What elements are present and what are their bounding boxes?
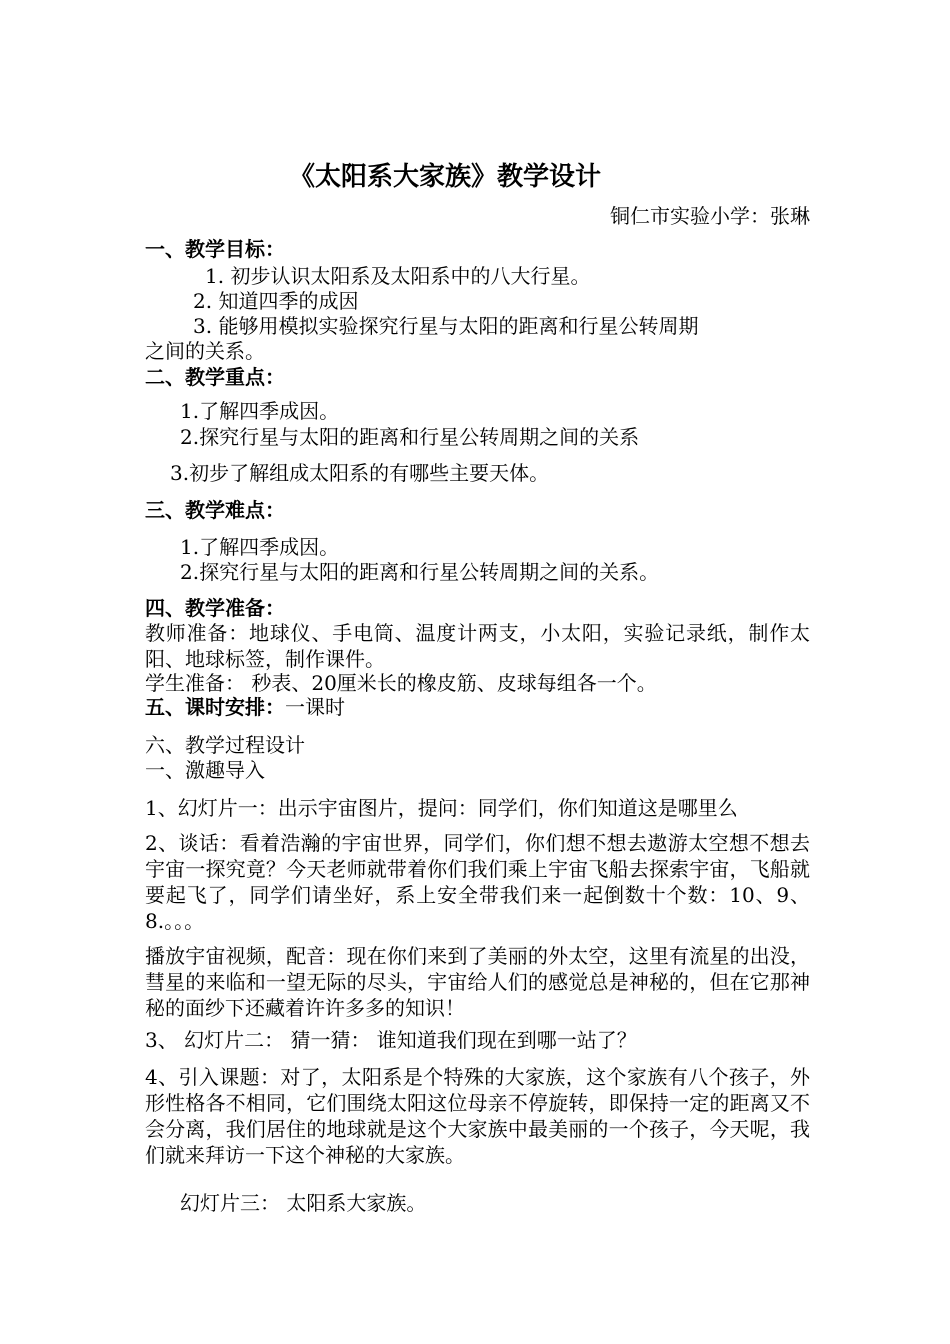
objective-item-3: 3. 能够用模拟实验探究行星与太阳的距离和行星公转周期 xyxy=(193,314,699,338)
section-6-heading: 六、教学过程设计 xyxy=(145,733,305,757)
difficulty-1: 1.了解四季成因。 xyxy=(180,535,340,559)
section-4-heading: 四、教学准备： xyxy=(145,596,285,620)
subsection-intro-heading: 一、激趣导入 xyxy=(145,758,265,782)
slide-3-line: 幻灯片三： 太阳系大家族。 xyxy=(180,1191,427,1215)
section-1-heading: 一、教学目标： xyxy=(145,237,285,261)
document-title: 《太阳系大家族》教学设计 xyxy=(288,162,601,192)
video-paragraph: 播放宇宙视频，配音：现在你们来到了美丽的外太空，这里有流星的出没，彗星的来临和一望无际的尽头，宇宙给人们的感觉总是神秘的，但在它那神秘的面纱下还藏着许许多多的知识！ xyxy=(145,944,810,1020)
key-point-2: 2.探究行星与太阳的距离和行星公转周期之间的关系 xyxy=(180,425,640,449)
key-point-1: 1.了解四季成因。 xyxy=(180,399,340,423)
section-5-heading: 五、课时安排： xyxy=(145,695,285,719)
step-2-paragraph: 2、谈话：看着浩瀚的宇宙世界，同学们，你们想不想去遨游太空想不想去宇宙一探究竟？今天老师就带着你们我们乘上宇宙飞船去探索宇宙，飞船就要起飞了，同学们请坐好，系上安全带我们来一起倒数十个数：10、9、8.。。。 xyxy=(145,831,810,933)
student-preparation: 学生准备： 秒表、20厘米长的橡皮筋、皮球每组各一个。 xyxy=(145,671,657,695)
teacher-preparation: 教师准备：地球仪、手电筒、温度计两支，小太阳，实验记录纸，制作太阳、地球标签，制作课件。 xyxy=(145,621,810,671)
section-2-heading: 二、教学重点： xyxy=(145,365,285,389)
step-4-paragraph: 4、引入课题：对了，太阳系是个特殊的大家族，这个家族有八个孩子，外形性格各不相同，它们围绕太阳这位母亲不停旋转，即保持一定的距离又不会分离，我们居住的地球就是这个大家族中最美丽的一个孩子，今天呢，我们就来拜访一下这个神秘的大家族。 xyxy=(145,1065,810,1167)
section-5-line xyxy=(145,694,810,720)
difficulty-2: 2.探究行星与太阳的距离和行星公转周期之间的关系。 xyxy=(180,560,660,584)
step-3-paragraph: 3、 幻灯片二： 猜一猜： 谁知道我们现在到哪一站了？ xyxy=(145,1028,637,1052)
author-line: 铜仁市实验小学：张琳 xyxy=(610,204,810,228)
objective-item-2: 2. 知道四季的成因 xyxy=(193,289,359,313)
objective-item-1: 1. 初步认识太阳系及太阳系中的八大行星。 xyxy=(205,264,591,288)
section-3-heading: 三、教学难点： xyxy=(145,498,285,522)
lesson-count: 一课时 xyxy=(285,695,345,719)
objective-item-3-cont: 之间的关系。 xyxy=(145,339,265,363)
step-1-paragraph: 1、幻灯片一：出示宇宙图片，提问：同学们，你们知道这是哪里么 xyxy=(145,796,738,820)
key-point-3: 3.初步了解组成太阳系的有哪些主要天体。 xyxy=(170,461,550,485)
